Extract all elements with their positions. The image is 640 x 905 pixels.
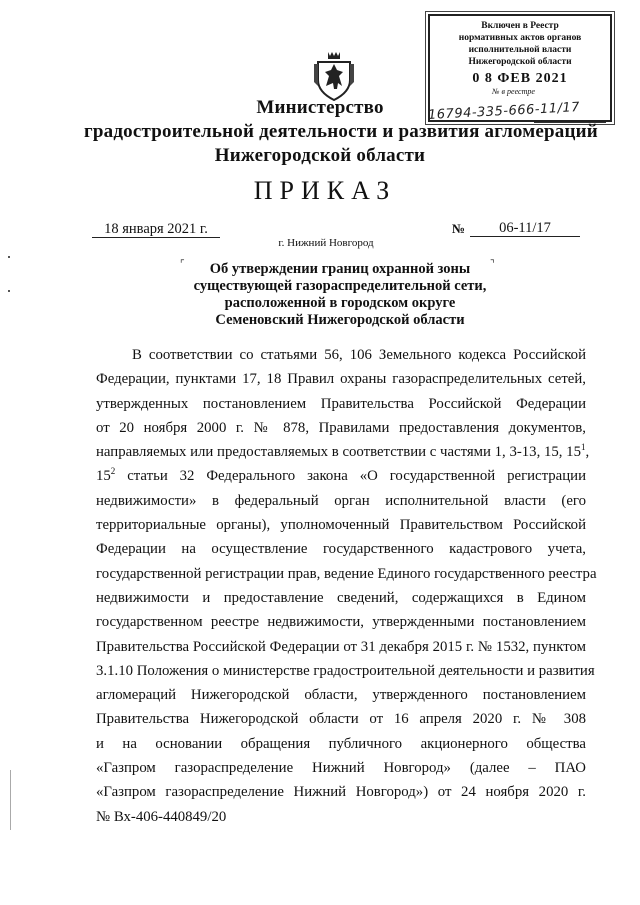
superscript: 1 <box>580 442 586 453</box>
body-line: В соответствии со статьями 56, 106 Земельного кодекса Российской <box>132 347 586 363</box>
ministry-line: Нижегородской области <box>214 145 426 166</box>
superscript: 2 <box>110 466 116 477</box>
stamp-date: 0 8 ФЕВ 2021 <box>472 71 568 86</box>
body-line: «Газпром газораспределение Нижний Новгород») от 24 ноября 2020 г. <box>96 784 586 801</box>
body-line: от 20 ноября 2000 г. № 878, Правилами предоставления документов, <box>96 419 586 436</box>
ministry-line: Министерство <box>256 97 384 118</box>
body-line: территориальные органы), уполномоченный Правительством Российской <box>96 517 586 534</box>
stamp-line: Нижегородской области <box>468 57 572 67</box>
document-number: 06-11/17 <box>470 220 580 237</box>
ministry-name <box>0 96 640 168</box>
title-line: существующей газораспределительной сети, <box>193 278 487 294</box>
registry-number-handwritten: 16794-335-666-11/17 <box>427 100 581 123</box>
document-city: г. Нижний Новгород <box>278 237 374 249</box>
number-label: № <box>452 221 466 236</box>
document-date: 18 января 2021 г. <box>92 221 220 238</box>
body-line: 3.1.10 Положения о министерстве градостроительной деятельности и развития <box>96 662 595 679</box>
body-line: государственном реестре недвижимости, утвержденными постановлением <box>96 614 586 631</box>
title-corner-right: ⌝ <box>490 259 495 270</box>
body-line: недвижимости и предоставление сведений, содержащихся в Едином <box>96 589 586 606</box>
body-line: агломераций Нижегородской области, утвержденного постановлением <box>96 687 586 704</box>
scan-mark <box>10 770 11 830</box>
document-body <box>96 343 597 829</box>
stamp-registry-label: № в реестре <box>492 87 535 96</box>
document-type: ПРИКАЗ <box>253 176 397 205</box>
title-line: расположенной в городском округе <box>224 295 456 311</box>
scan-mark <box>8 256 10 258</box>
body-line: утвержденных постановлением Правительства Российской Федерации <box>96 395 586 412</box>
scan-mark <box>8 290 10 292</box>
stamp-line: исполнительной власти <box>468 45 572 55</box>
body-line: государственной регистрации прав, ведение Единого государственного реестра <box>96 565 597 582</box>
coat-of-arms-emblem <box>312 50 356 102</box>
stamp-line: Включен в Реестр <box>481 21 559 31</box>
body-text-fragment: 15 <box>96 468 111 485</box>
title-line: Семеновский Нижегородской области <box>215 312 465 328</box>
body-line: Федерации на осуществление государственного кадастрового учета, <box>96 541 586 558</box>
body-line: Федерации, пунктами 17, 18 Правил охраны газораспределительных сетей, <box>96 371 586 388</box>
body-line: и на основании обращения публичного акционерного общества <box>96 735 586 752</box>
body-text-fragment: статьи 32 Федерального закона «О государственной регистрации <box>115 468 586 485</box>
title-corner-left: ⌜ <box>180 259 185 270</box>
stamp-line: нормативных актов органов <box>458 33 582 43</box>
body-line: № Вх-406-440849/20 <box>96 808 227 825</box>
document-title <box>180 261 500 329</box>
body-line: Правительства Нижегородской области от 16 апреля 2020 г. № 308 <box>96 711 586 728</box>
body-text-fragment: направляемых или предоставляемых в соответствии с частями 1, 3-13, 15, 15 <box>96 444 581 461</box>
ministry-line: градостроительной деятельности и развития агломераций <box>84 121 598 142</box>
body-line: Правительства Российской Федерации от 31 декабря 2015 г. № 1532, пунктом <box>96 638 586 655</box>
body-line: «Газпром газораспределение Нижний Новгород» (далее – ПАО <box>96 760 586 777</box>
body-line <box>96 464 586 488</box>
title-line: Об утверждении границ охранной зоны <box>209 261 471 277</box>
body-line: недвижимости» в федеральный орган исполнительной власти (его <box>96 492 586 509</box>
body-line <box>96 440 590 464</box>
body-text-fragment: , <box>585 444 590 461</box>
